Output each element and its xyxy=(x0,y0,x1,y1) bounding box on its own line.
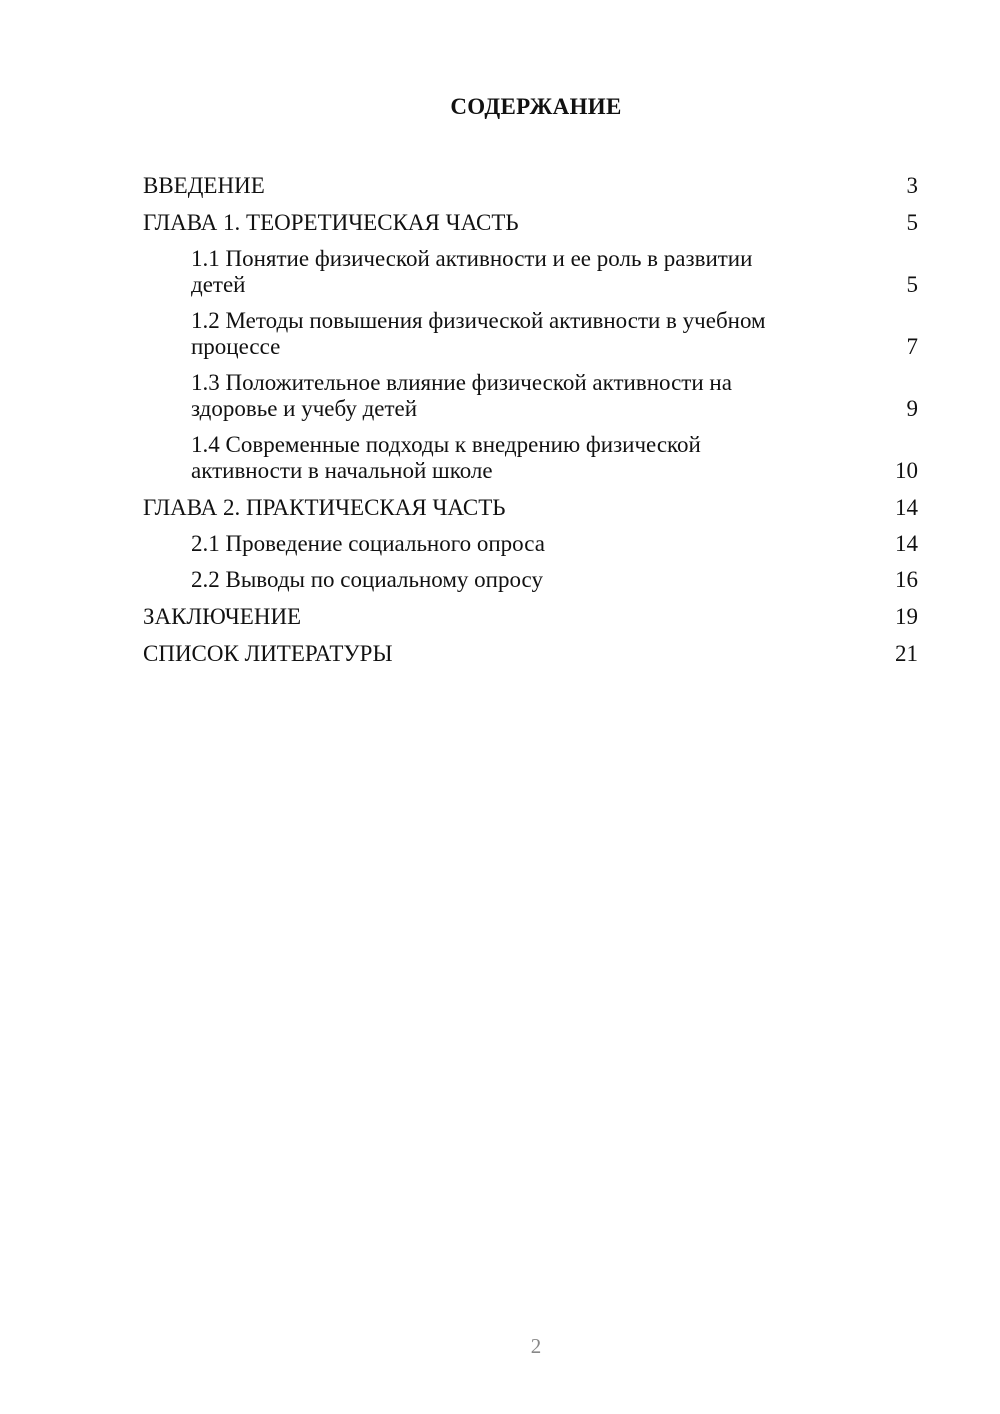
toc-entry-page: 10 xyxy=(895,458,918,483)
toc-entry-label: ЗАКЛЮЧЕНИЕ xyxy=(143,604,302,629)
toc-entry-chapter-2[interactable] xyxy=(143,490,918,527)
toc-entry-conclusion[interactable] xyxy=(143,599,918,636)
toc-entry-section-2-2[interactable] xyxy=(143,563,918,599)
toc-entry-label: 1.3 Положительное влияние физической активности на здоровье и учебу детей xyxy=(191,370,732,421)
toc-entry-section-1-2[interactable] xyxy=(143,304,918,366)
toc-entry-label: 1.4 Современные подходы к внедрению физической активности в начальной школе xyxy=(191,432,701,483)
toc-entry-page: 5 xyxy=(906,272,918,297)
page-title: СОДЕРЖАНИЕ xyxy=(450,94,622,119)
toc-entry-introduction[interactable] xyxy=(143,168,918,205)
toc-entry-chapter-1[interactable] xyxy=(143,205,918,242)
toc-entry-page: 7 xyxy=(906,334,918,359)
toc-entry-references[interactable] xyxy=(143,636,918,673)
toc-entry-section-2-1[interactable] xyxy=(143,527,918,563)
toc-entry-label: 2.1 Проведение социального опроса xyxy=(191,531,545,556)
toc-entry-label: ГЛАВА 2. ПРАКТИЧЕСКАЯ ЧАСТЬ xyxy=(143,495,506,520)
toc-entry-section-1-3[interactable] xyxy=(143,366,918,428)
page-number: 2 xyxy=(530,1334,542,1358)
table-of-contents xyxy=(143,168,918,673)
toc-entry-label: ВВЕДЕНИЕ xyxy=(143,173,265,198)
toc-entry-section-1-1[interactable] xyxy=(143,242,918,304)
toc-entry-page: 21 xyxy=(895,641,918,666)
toc-entry-label: 2.2 Выводы по социальному опросу xyxy=(191,567,543,592)
toc-entry-page: 9 xyxy=(906,396,918,421)
toc-entry-page: 3 xyxy=(906,173,918,198)
toc-entry-label: 1.2 Методы повышения физической активности в учебном процессе xyxy=(191,308,766,359)
toc-entry-label: ГЛАВА 1. ТЕОРЕТИЧЕСКАЯ ЧАСТЬ xyxy=(143,210,519,235)
toc-entry-page: 19 xyxy=(895,604,918,629)
toc-entry-label: СПИСОК ЛИТЕРАТУРЫ xyxy=(143,641,393,666)
toc-entry-page: 5 xyxy=(906,210,918,235)
toc-entry-label: 1.1 Понятие физической активности и ее роль в развитии детей xyxy=(191,246,753,297)
toc-entry-page: 16 xyxy=(895,567,918,592)
toc-entry-page: 14 xyxy=(895,531,918,556)
toc-entry-section-1-4[interactable] xyxy=(143,428,918,490)
toc-entry-page: 14 xyxy=(895,495,918,520)
